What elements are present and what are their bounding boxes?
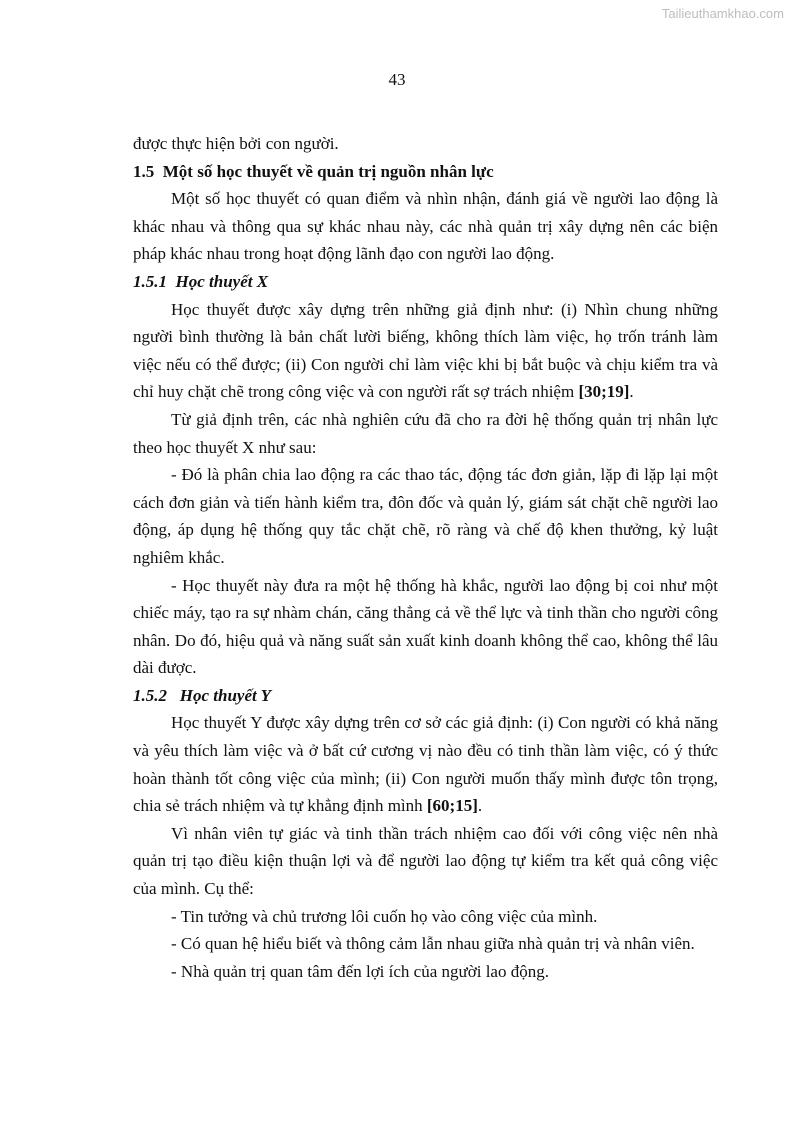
subsection-title: Học thuyết X — [175, 271, 269, 291]
paragraph: Học thuyết Y được xây dựng trên cơ sở các giả định: (i) Con người có khả năng và yêu thích làm việc và ở bất cứ cương vị nào đều có tinh thần làm việc, có ý thức hoàn thành tốt công việc của mình; (ii) Con người muốn thấy mình được tôn trọng, chia sẻ trách nhiệm và tự khẳng định mình [60;15]. — [133, 713, 718, 816]
section-number: 1.5 — [133, 161, 155, 181]
section-heading-1-5 — [133, 158, 718, 186]
paragraph: Vì nhân viên tự giác và tinh thần trách nhiệm cao đối với công việc nên nhà quản trị tạo điều kiện thuận lợi và để người lao động tự kiểm tra kết quả công việc của mình. Cụ thể: — [133, 823, 718, 899]
paragraph: Từ giả định trên, các nhà nghiên cứu đã cho ra đời hệ thống quản trị nhân lực theo học thuyết X như sau: — [133, 409, 718, 457]
watermark: Tailieuthamkhao.com — [661, 6, 784, 21]
subsection-heading-1-5-2 — [133, 682, 718, 710]
paragraph: - Đó là phân chia lao động ra các thao tác, động tác đơn giản, lặp đi lặp lại một cách đơn giản và tiến hành kiểm tra, đôn đốc và quản lý, giám sát chặt chẽ người lao động, áp dụng hệ thống quy tắc chặt chẽ, rõ ràng và chế độ khen thưởng, kỷ luật nghiêm khắc. — [133, 465, 718, 567]
subsection-number: 1.5.1 — [133, 271, 167, 291]
page-number: 43 — [388, 70, 406, 89]
bullet-item: - Tin tưởng và chủ trương lôi cuốn họ vào công việc của mình. — [171, 906, 598, 926]
bullet-item: - Có quan hệ hiểu biết và thông cảm lẫn nhau giữa nhà quản trị và nhân viên. — [171, 934, 695, 954]
paragraph-text: Học thuyết Y được xây dựng trên cơ sở các giả định: (i) Con người có khả năng và yêu thích làm việc và ở bất cứ cương vị nào đều có tinh thần làm việc, có ý thức hoàn thành tốt công việc của mình; (ii) Con người muốn thấy mình được tôn trọng, chia sẻ trách nhiệm và tự khẳng định mình — [133, 713, 718, 816]
citation: [60;15] — [426, 796, 478, 816]
subsection-number: 1.5.2 — [133, 685, 167, 705]
paragraph-continuation: được thực hiện bởi con người. — [133, 134, 339, 153]
paragraph: Học thuyết được xây dựng trên những giả định như: (i) Nhìn chung những người bình thường là bản chất lười biếng, không thích làm việc, họ trốn tránh làm việc nếu có thể được; (ii) Con người chỉ làm việc khi bị bắt buộc và chịu kiểm tra và chỉ huy chặt chẽ trong công việc và con người rất sợ trách nhiệm [30;19]. — [133, 299, 718, 402]
bullet-item: - Nhà quản trị quan tâm đến lợi ích của người lao động. — [171, 961, 549, 981]
document-body — [133, 130, 718, 985]
paragraph: - Học thuyết này đưa ra một hệ thống hà khắc, người lao động bị coi như một chiếc máy, tạo ra sự nhàm chán, căng thẳng cả về thể lực và tinh thần cho người công nhân. Do đó, hiệu quả và năng suất sản xuất kinh doanh không thể cao, không thể lâu dài được. — [133, 575, 718, 678]
citation: [30;19] — [578, 382, 630, 402]
subsection-heading-1-5-1 — [133, 268, 718, 296]
paragraph-text: Học thuyết được xây dựng trên những giả định như: (i) Nhìn chung những người bình thường là bản chất lười biếng, không thích làm việc, họ trốn tránh làm việc nếu có thể được; (ii) Con người chỉ làm việc khi bị bắt buộc và chịu kiểm tra và chỉ huy chặt chẽ trong công việc và con người rất sợ trách nhiệm — [133, 299, 718, 402]
subsection-title: Học thuyết Y — [179, 685, 272, 705]
section-title: Một số học thuyết về quản trị nguồn nhân lực — [162, 161, 494, 181]
paragraph: Một số học thuyết có quan điểm và nhìn nhận, đánh giá về người lao động là khác nhau và thông qua sự khác nhau này, các nhà quản trị xây dựng nên các biện pháp khác nhau trong hoạt động lãnh đạo con người lao động. — [133, 189, 718, 264]
